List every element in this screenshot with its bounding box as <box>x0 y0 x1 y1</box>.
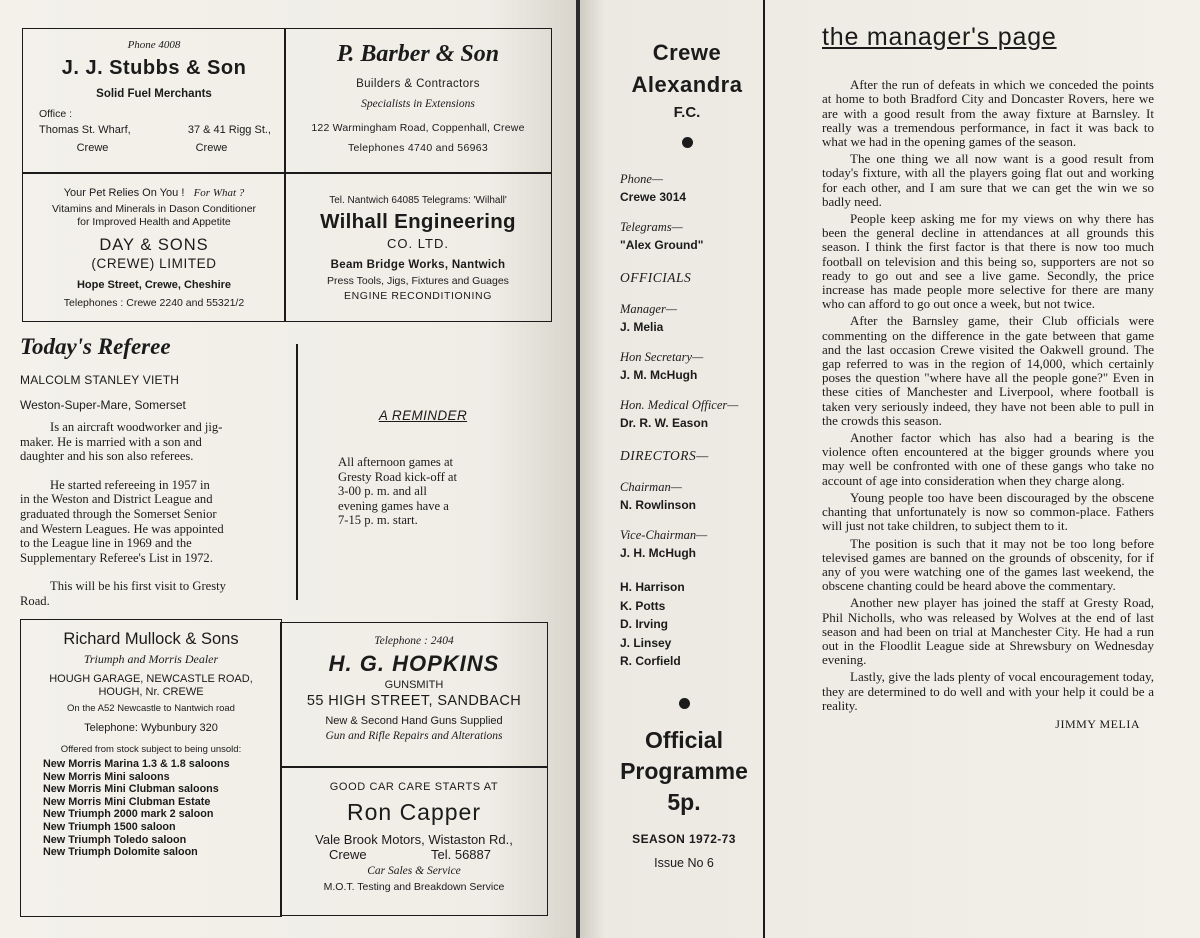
day-line1: Vitamins and Minerals in Dason Conditioner <box>51 203 257 215</box>
barber-address: 122 Warmingham Road, Coppenhall, Crewe <box>311 122 525 134</box>
hopkins-phone: Telephone : 2404 <box>374 635 454 647</box>
day-address: Hope Street, Crewe, Cheshire <box>76 279 232 291</box>
stubbs-office-label: Office : <box>39 108 73 120</box>
article-paragraph: People keep asking me for my views on why there has been the general decline in attendances at all grounds this season. I think the first factor is that there is now too much football on television and this being so, supporters are not so ready to go out and see a live game. Secondly, the price increase has made people more selective for there are many who can afford to go out once a week, but not twice. <box>822 211 1154 312</box>
manager-label: Manager— <box>620 302 677 316</box>
barber-phones: Telephones 4740 and 56963 <box>347 142 489 154</box>
day-line2: for Improved Health and Appetite <box>77 216 231 228</box>
dot-icon <box>682 137 693 148</box>
stubbs-name: J. J. Stubbs & Son <box>61 57 247 79</box>
referee-para2: He started refereeing in 1957 in in the Weston and District League and graduated through the Somerset Senior and Western Leagues. He was appointed to the League line in 1969 and the Supplementary Referee's List in 1972. <box>20 477 224 565</box>
programme-price: 5p. <box>667 789 701 815</box>
reminder-heading: A REMINDER <box>378 408 468 423</box>
article-paragraph: After the Barnsley game, their Club officials were commenting on the difference in the gate between that game and the last occasion Crewe visited the Oakwell ground. The gap referred to was in the region of 14,000, which certainly poses the question "where have all the people gone?" Even in these cities of Manchester and Liverpool, where football is taken very seriously indeed, they have not been able to pull in the crowds this season. <box>822 313 1154 428</box>
article-paragraph: After the run of defeats in which we conceded the points at home to both Bradford City and Doncaster Rovers, here we are with a good result from the away fixture at Barnsley. It really was a tremendous performance, in fact it was back to what we had in the opening games of the season. <box>822 77 1154 150</box>
wilhall-works: Beam Bridge Works, Nantwich <box>330 259 506 271</box>
wilhall-advert <box>284 172 552 322</box>
hopkins-name: H. G. HOPKINS <box>328 651 500 676</box>
referee-para3: This will be his first visit to Gresty Road. <box>20 579 226 608</box>
officials-heading: OFFICIALS <box>620 270 692 285</box>
referee-section <box>20 334 282 609</box>
capper-address1: Vale Brook Motors, Wistaston Rd., <box>315 832 513 847</box>
vice-chairman-label: Vice-Chairman— <box>620 528 708 542</box>
article-paragraph: Another factor which has also had a bearing is the violence often encountered at the bigger grounds where you may well be confronted with one of these gangs who take no account of age into consideration when they charge along. <box>822 430 1154 488</box>
programme-title-2: Programme <box>620 758 748 784</box>
mullock-car-list <box>43 758 281 859</box>
mullock-road: On the A52 Newcastle to Nantwich road <box>67 703 235 714</box>
dot-icon <box>679 698 690 709</box>
telegrams-label: Telegrams— <box>620 220 683 234</box>
wilhall-name2: CO. LTD. <box>387 236 449 251</box>
hopkins-line2: Gun and Rifle Repairs and Alterations <box>325 730 503 742</box>
phone-label: Phone— <box>620 172 664 186</box>
referee-para1: Is an aircraft woodworker and jig- maker. He is married with a son and daughter and his son also referees. <box>20 420 223 464</box>
mullock-phone: Telephone: Wybunbury 320 <box>84 722 218 734</box>
article-paragraph: Young people too have been discouraged by the obscene chanting that unfortunately is now so common-place. Fathers will just not take children, to subject them to it. <box>822 489 1154 534</box>
chairman-label: Chairman— <box>620 480 682 494</box>
day-name: DAY & SONS <box>99 236 209 254</box>
stubbs-address-right: 37 & 41 Rigg St., <box>187 124 271 136</box>
barber-trade: Builders & Contractors <box>356 78 480 90</box>
list-item: J. Linsey <box>620 635 672 650</box>
article-paragraph: Lastly, give the lads plenty of vocal encouragement today, they are determined to do well and with your help it could be a reality. <box>822 669 1154 713</box>
managers-page-title: the manager's page <box>822 23 1057 51</box>
chairman-name: N. Rowlinson <box>620 498 696 512</box>
mullock-advert <box>20 619 282 917</box>
list-item: H. Harrison <box>620 580 685 594</box>
capper-advert <box>280 766 548 916</box>
stubbs-address-left: Thomas St. Wharf, <box>39 124 131 136</box>
list-item: New Morris Mini Clubman Estate <box>43 795 211 808</box>
referee-name: MALCOLM STANLEY VIETH <box>20 373 180 387</box>
left-page <box>0 0 576 938</box>
club-name-3: F.C. <box>673 104 701 121</box>
mullock-address1: HOUGH GARAGE, NEWCASTLE ROAD, <box>49 673 253 685</box>
vice-chairman-name: J. H. McHugh <box>620 546 697 560</box>
club-name-2: Alexandra <box>631 72 743 97</box>
referee-divider <box>296 344 298 600</box>
wilhall-name: Wilhall Engineering <box>320 210 516 233</box>
hopkins-trade: GUNSMITH <box>384 679 444 691</box>
list-item: New Morris Mini Clubman saloons <box>43 783 219 796</box>
medical-name: Dr. R. W. Eason <box>620 416 709 430</box>
hopkins-advert <box>280 622 548 768</box>
day-sons-advert <box>22 172 286 322</box>
barber-name: P. Barber & Son <box>336 41 500 67</box>
stubbs-phone: Phone 4008 <box>127 39 181 51</box>
list-item: New Triumph 1500 saloon <box>43 820 176 833</box>
list-item: New Morris Mini saloons <box>43 770 170 783</box>
wilhall-contact: Tel. Nantwich 64085 Telegrams: 'Wilhall' <box>329 195 507 206</box>
club-column <box>612 40 762 148</box>
list-item: R. Corfield <box>620 654 681 668</box>
secretary-label: Hon Secretary— <box>620 350 704 364</box>
list-item: New Triumph 2000 mark 2 saloon <box>43 808 214 821</box>
hopkins-line1: New & Second Hand Guns Supplied <box>325 715 503 727</box>
capper-address2: Crewe <box>329 847 367 862</box>
reminder-section <box>318 408 528 528</box>
stubbs-town-left: Crewe <box>76 142 109 154</box>
list-item: D. Irving <box>620 617 669 631</box>
medical-label: Hon. Medical Officer— <box>620 398 739 412</box>
day-tagline: Your Pet Relies On You ! For What ? <box>63 187 245 199</box>
capper-services: Car Sales & Service <box>367 865 461 877</box>
barber-speciality: Specialists in Extensions <box>361 98 475 110</box>
stubbs-town-right: Crewe <box>195 142 228 154</box>
programme-block <box>604 698 764 870</box>
list-item: New Triumph Toledo saloon <box>43 833 187 846</box>
day-phones: Telephones : Crewe 2240 and 55321/2 <box>63 297 245 309</box>
list-item: New Triumph Dolomite saloon <box>43 846 198 859</box>
capper-slogan: GOOD CAR CARE STARTS AT <box>329 781 499 793</box>
barber-advert <box>284 28 552 174</box>
club-phone: Crewe 3014 <box>620 190 687 204</box>
mullock-name: Richard Mullock & Sons <box>63 630 239 648</box>
article-signature: JIMMY MELIA <box>1055 716 1140 731</box>
referee-place: Weston-Super-Mare, Somerset <box>20 398 186 412</box>
article-paragraph: Another new player has joined the staff at Gresty Road, Phil Nicholls, who was released by Wolves at the end of last season and had been on trial at Manchester City. He had a run out in the Floodlit League side at Shrewsbury on Wednesday evening. <box>822 595 1154 668</box>
wilhall-line2: ENGINE RECONDITIONING <box>344 290 492 302</box>
directors-list <box>620 578 780 671</box>
wilhall-line1: Press Tools, Jigs, Fixtures and Guages <box>327 275 509 287</box>
club-info <box>620 172 780 671</box>
club-name-1: Crewe <box>652 40 722 65</box>
directors-heading: DIRECTORS— <box>620 448 709 463</box>
stubbs-trade: Solid Fuel Merchants <box>96 88 212 100</box>
hopkins-address: 55 HIGH STREET, SANDBACH <box>306 693 522 709</box>
season: SEASON 1972-73 <box>632 832 736 846</box>
club-telegrams: "Alex Ground" <box>620 238 704 252</box>
secretary-name: J. M. McHugh <box>620 368 698 382</box>
capper-name: Ron Capper <box>346 799 482 825</box>
reminder-text: All afternoon games at Gresty Road kick-off at 3-00 p. m. and all evening games have a 7-15 p. m. start. <box>338 455 458 528</box>
capper-mot: M.O.T. Testing and Breakdown Service <box>323 881 505 893</box>
issue-number: Issue No 6 <box>654 856 714 870</box>
mullock-address2: HOUGH, Nr. CREWE <box>98 686 204 698</box>
stubbs-advert <box>22 28 286 174</box>
mullock-stock-label: Offered from stock subject to being unsold: <box>60 744 242 755</box>
day-name2: (CREWE) LIMITED <box>91 256 217 271</box>
list-item: K. Potts <box>620 598 666 613</box>
programme-title-1: Official <box>645 727 723 753</box>
referee-heading: Today's Referee <box>20 334 171 359</box>
article-paragraph: The position is such that it may not be too long before televised games are banned on the grounds of obscenity, for if any of you were watching one of the games last weekend, the obscene chanting could be heard above the commentary. <box>822 535 1154 594</box>
capper-address-line2 <box>329 847 491 862</box>
managers-article <box>822 23 1154 734</box>
mullock-trade: Triumph and Morris Dealer <box>83 652 219 666</box>
list-item: New Morris Marina 1.3 & 1.8 saloons <box>43 758 230 770</box>
manager-name: J. Melia <box>620 320 664 334</box>
capper-tel: Tel. 56887 <box>431 847 491 862</box>
article-paragraph: The one thing we all now want is a good result from today's fixture, with all the players going flat out and working for each other, and I am sure that we can get the win we so badly need. <box>822 151 1154 209</box>
